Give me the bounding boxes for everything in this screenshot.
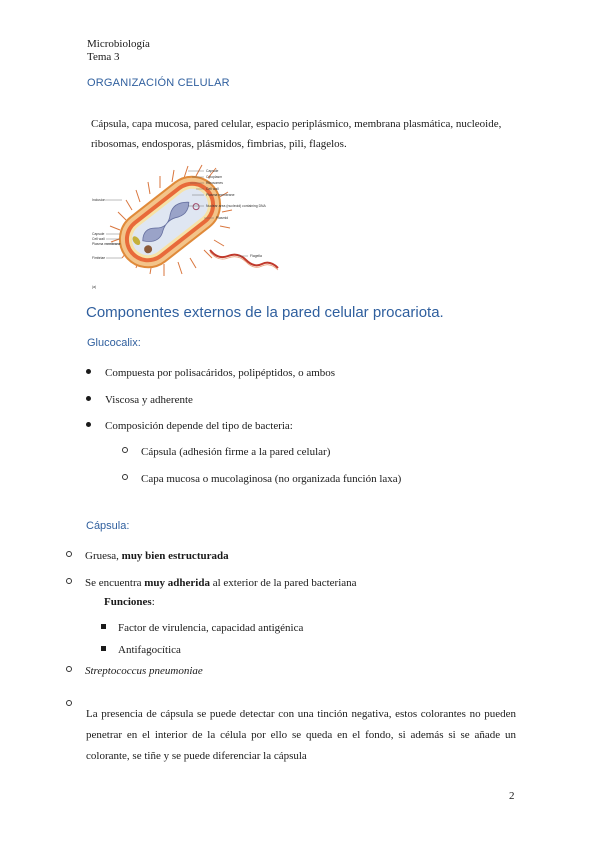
label-cell-wall: Cell wall bbox=[206, 187, 219, 191]
capsula-item1-text: Gruesa, bbox=[85, 550, 122, 562]
bacterium-figure bbox=[92, 160, 282, 292]
capsula-item1-bold: muy bien estructurada bbox=[121, 550, 229, 562]
capsula-item2-suffix: al exterior de la pared bacteriana bbox=[209, 577, 357, 589]
bullet-icon bbox=[86, 422, 91, 427]
hollow-bullet-icon bbox=[122, 474, 128, 480]
capsula-item2-text: Se encuentra bbox=[85, 577, 145, 589]
header-subject: Microbiología bbox=[87, 38, 150, 50]
bullet-icon bbox=[86, 369, 91, 374]
list-item bbox=[86, 419, 293, 433]
list-item bbox=[86, 393, 193, 407]
glucocalix-bullet-1: Compuesta por polisacáridos, polipéptidos, o ambos bbox=[105, 367, 336, 379]
hollow-bullet-icon bbox=[66, 700, 72, 706]
list-item bbox=[122, 445, 330, 459]
list-item bbox=[122, 472, 401, 486]
glucocalix-bullet-2: Viscosa y adherente bbox=[105, 394, 193, 406]
glucocalix-bullet-3: Composición depende del tipo de bacteria: bbox=[105, 420, 293, 432]
list-item bbox=[66, 549, 229, 563]
label-plasma-membrane: Plasma membrane bbox=[206, 193, 235, 197]
label-plasmid: Plasmid bbox=[216, 216, 229, 220]
page-number: 2 bbox=[509, 790, 515, 802]
list-item bbox=[66, 664, 203, 678]
label-cytoplasm: Cytoplasm bbox=[206, 175, 223, 179]
species-name: Streptococcus pneumoniae bbox=[85, 665, 203, 677]
label-fimbriae: Fimbriae bbox=[92, 256, 106, 260]
label-capsule: Capsule bbox=[206, 169, 219, 173]
list-item bbox=[101, 643, 181, 657]
label-nucleoid: Nuclear area (nucleoid) containing DNA bbox=[206, 204, 266, 208]
label-plasma-membrane-left: Plasma membrane bbox=[92, 242, 121, 246]
list-item bbox=[66, 690, 516, 767]
label-flagella: Flagella bbox=[250, 254, 262, 258]
intro-paragraph: Cápsula, capa mucosa, pared celular, espacio periplásmico, membrana plasmática, nucleoide, ribosomas, endosporas, plásmidos, fimbrias, pili, flagelos. bbox=[91, 118, 502, 150]
label-capsule-left: Capsule bbox=[92, 232, 105, 236]
components-heading: Componentes externos de la pared celular procariota. bbox=[86, 304, 444, 321]
list-item bbox=[66, 576, 357, 590]
bullet-icon bbox=[86, 396, 91, 401]
glucocalix-sub-1: Cápsula (adhesión firme a la pared celular) bbox=[141, 446, 331, 458]
hollow-bullet-icon bbox=[66, 578, 72, 584]
square-bullet-icon bbox=[101, 624, 106, 629]
funcion-1: Factor de virulencia, capacidad antigénica bbox=[118, 622, 304, 634]
bacterium-diagram bbox=[92, 160, 282, 292]
hollow-bullet-icon bbox=[66, 551, 72, 557]
list-item bbox=[101, 621, 303, 635]
header-topic: Tema 3 bbox=[87, 51, 120, 63]
funciones-label: Funciones: bbox=[104, 596, 155, 608]
glucocalix-sub-2: Capa mucosa o mucolaginosa (no organizada función laxa) bbox=[141, 473, 402, 485]
detection-paragraph: La presencia de cápsula se puede detectar con una tinción negativa, estos colorantes no pueden penetrar en el interior de la célula por ello se queda en el fondo, si además si se añade un colorante, se tiñe y se puede diferenciar la cápsula bbox=[86, 708, 516, 762]
hollow-bullet-icon bbox=[66, 666, 72, 672]
square-bullet-icon bbox=[101, 646, 106, 651]
label-panel-a: (a) bbox=[92, 285, 97, 289]
label-inclusion: Inclusion bbox=[92, 198, 106, 202]
capsula-item2-bold: muy adherida bbox=[144, 577, 210, 589]
hollow-bullet-icon bbox=[122, 447, 128, 453]
capsula-title: Cápsula: bbox=[86, 520, 130, 532]
list-item bbox=[86, 366, 335, 380]
section-title: ORGANIZACIÓN CELULAR bbox=[87, 77, 230, 89]
funcion-2: Antifagocítica bbox=[118, 644, 181, 656]
label-cell-wall-left: Cell wall bbox=[92, 237, 105, 241]
glucocalix-title: Glucocalix: bbox=[87, 337, 141, 349]
label-ribosomes: Ribosomes bbox=[206, 181, 223, 185]
